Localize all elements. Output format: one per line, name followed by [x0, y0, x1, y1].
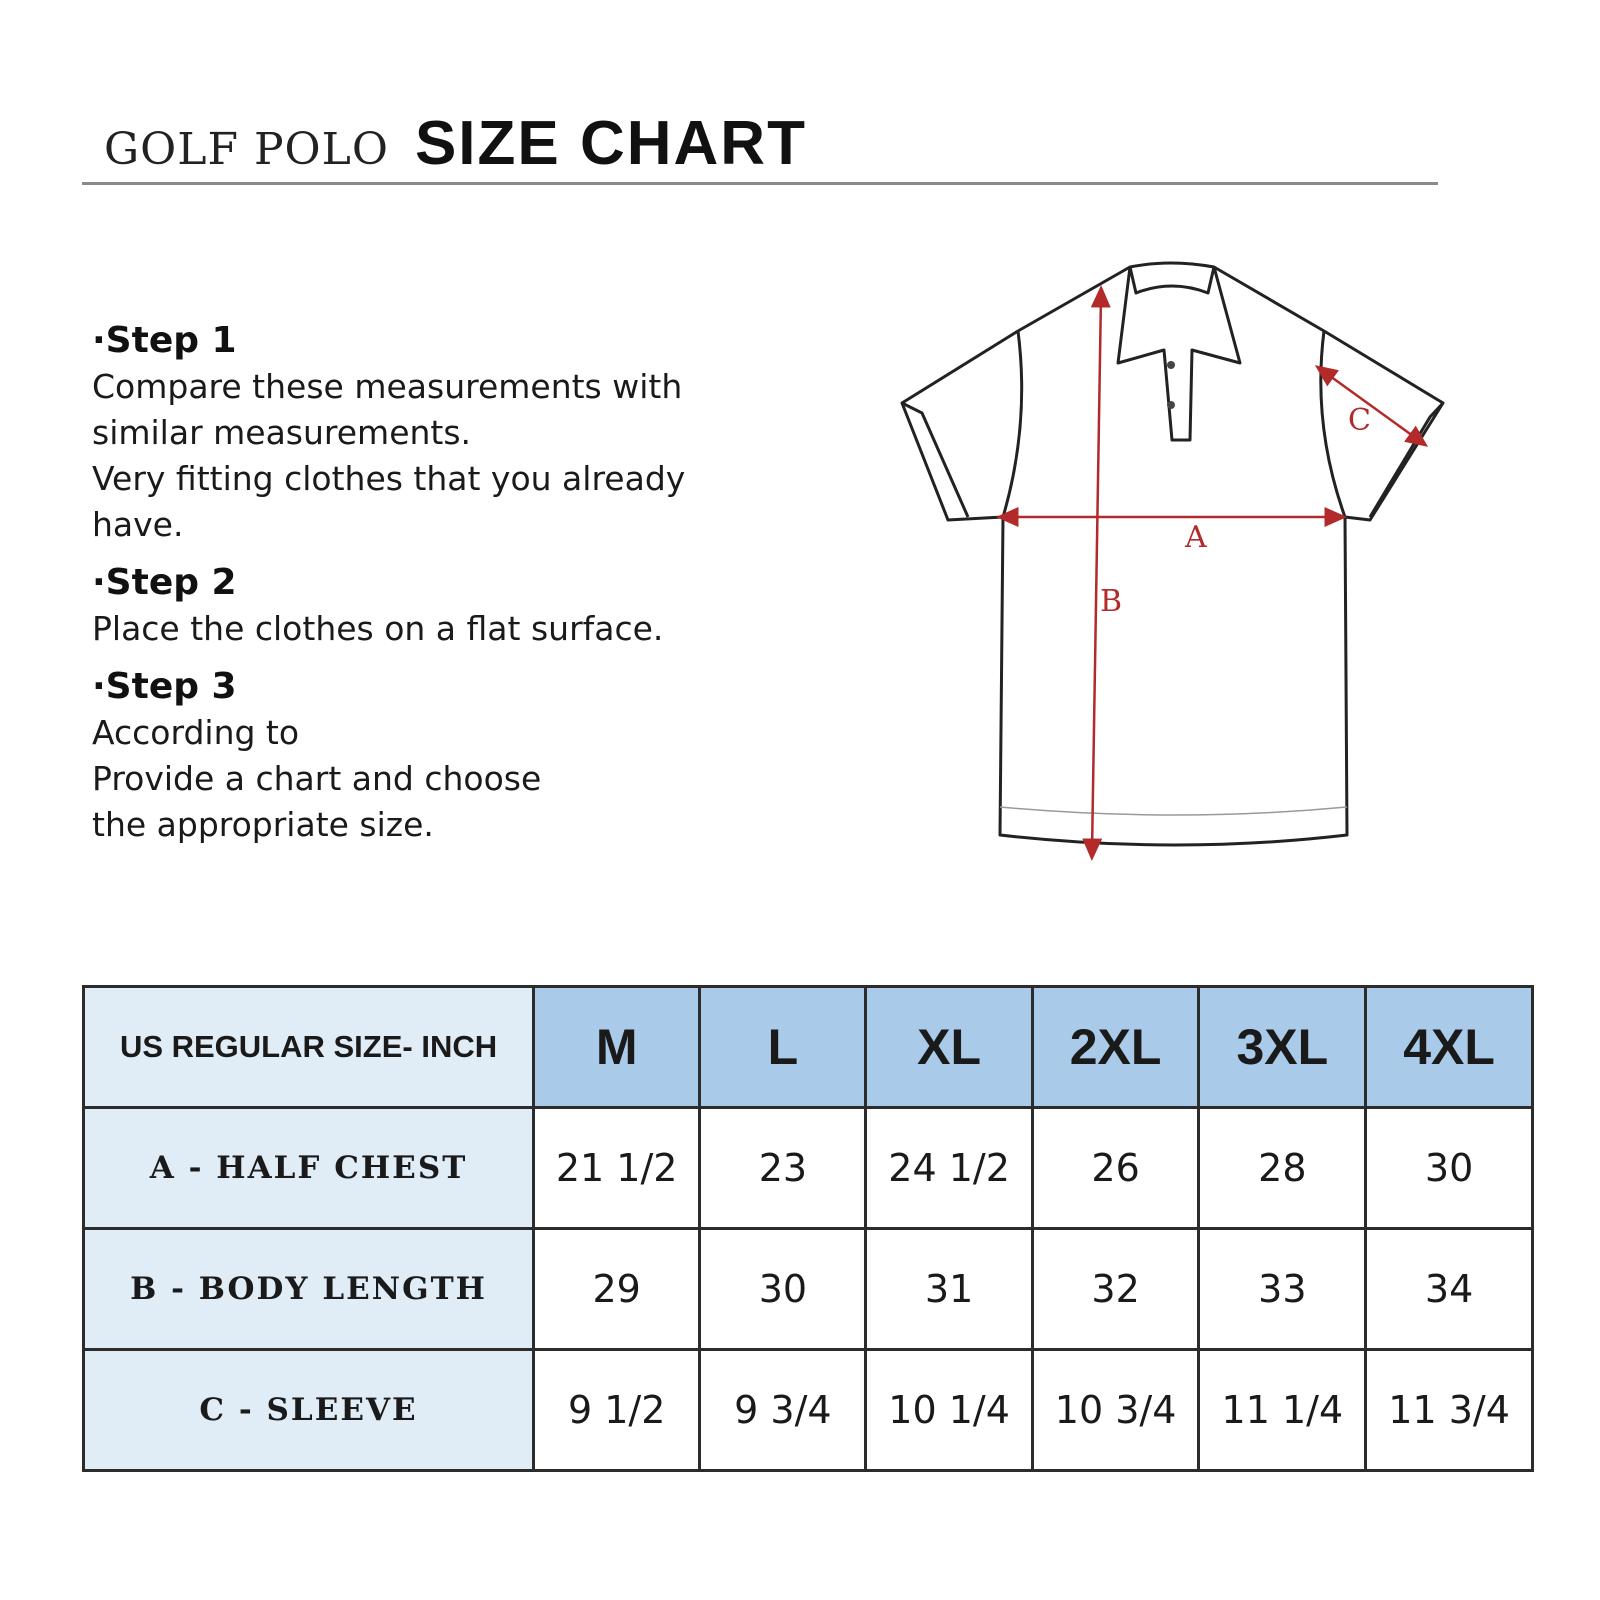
measure-b-line — [1092, 295, 1101, 851]
table-cell: 34 — [1366, 1229, 1533, 1350]
step-text: Place the clothes on a flat surface. — [92, 609, 664, 648]
table-cell: 9 1/2 — [534, 1350, 700, 1471]
table-cell: 23 — [700, 1108, 866, 1229]
row-label: B - BODY LENGTH — [84, 1229, 534, 1350]
step-text: Compare these measurements with — [92, 367, 683, 406]
size-header: 3XL — [1199, 987, 1366, 1108]
size-header: M — [534, 987, 700, 1108]
table-cell: 24 1/2 — [866, 1108, 1032, 1229]
size-header: 4XL — [1366, 987, 1533, 1108]
table-header-row — [84, 987, 1533, 1108]
table-row — [84, 1350, 1533, 1471]
label-a: A — [1185, 520, 1207, 555]
row-label: A - HALF CHEST — [84, 1108, 534, 1229]
step-heading: ·Step 2 — [92, 562, 237, 603]
step-text: Very fitting clothes that you already — [92, 459, 686, 498]
table-cell: 29 — [534, 1229, 700, 1350]
table-cell: 32 — [1032, 1229, 1199, 1350]
size-header: XL — [866, 987, 1032, 1108]
step-text: have. — [92, 505, 184, 544]
step-text: According to — [92, 713, 300, 752]
step-heading: ·Step 3 — [92, 666, 237, 707]
table-cell: 10 3/4 — [1032, 1350, 1199, 1471]
measure-lines — [1006, 295, 1420, 851]
button-icon — [1167, 361, 1175, 369]
step-2 — [92, 560, 792, 652]
table-cell: 31 — [866, 1229, 1032, 1350]
shirt-outline — [902, 263, 1443, 845]
step-text: the appropriate size. — [92, 805, 434, 844]
table-cell: 28 — [1199, 1108, 1366, 1229]
table-cell: 30 — [700, 1229, 866, 1350]
table-cell: 11 1/4 — [1199, 1350, 1366, 1471]
table-cell: 9 3/4 — [700, 1350, 866, 1471]
table-cell: 10 1/4 — [866, 1350, 1032, 1471]
table-cell: 26 — [1032, 1108, 1199, 1229]
polo-shirt-diagram — [900, 255, 1500, 895]
size-table — [82, 985, 1534, 1472]
label-b: B — [1100, 584, 1123, 619]
size-header: 2XL — [1032, 987, 1199, 1108]
button-icon — [1167, 401, 1175, 409]
step-1 — [92, 318, 792, 548]
table-cell: 30 — [1366, 1108, 1533, 1229]
table-row — [84, 1108, 1533, 1229]
table-cell: 21 1/2 — [534, 1108, 700, 1229]
title-main: SIZE CHART — [414, 109, 807, 178]
page-title — [104, 108, 807, 179]
table-cell: 33 — [1199, 1229, 1366, 1350]
title-prefix: GOLF POLO — [104, 124, 389, 175]
step-heading: ·Step 1 — [92, 320, 237, 361]
size-header: L — [700, 987, 866, 1108]
table-row — [84, 1229, 1533, 1350]
row-label: C - SLEEVE — [84, 1350, 534, 1471]
instructions — [92, 318, 792, 860]
step-text: Provide a chart and choose — [92, 759, 542, 798]
title-divider — [82, 182, 1438, 185]
step-text: similar measurements. — [92, 413, 472, 452]
table-cell: 11 3/4 — [1366, 1350, 1533, 1471]
step-3 — [92, 664, 792, 848]
table-corner-label: US REGULAR SIZE- INCH — [84, 987, 534, 1108]
label-c: C — [1348, 403, 1371, 438]
